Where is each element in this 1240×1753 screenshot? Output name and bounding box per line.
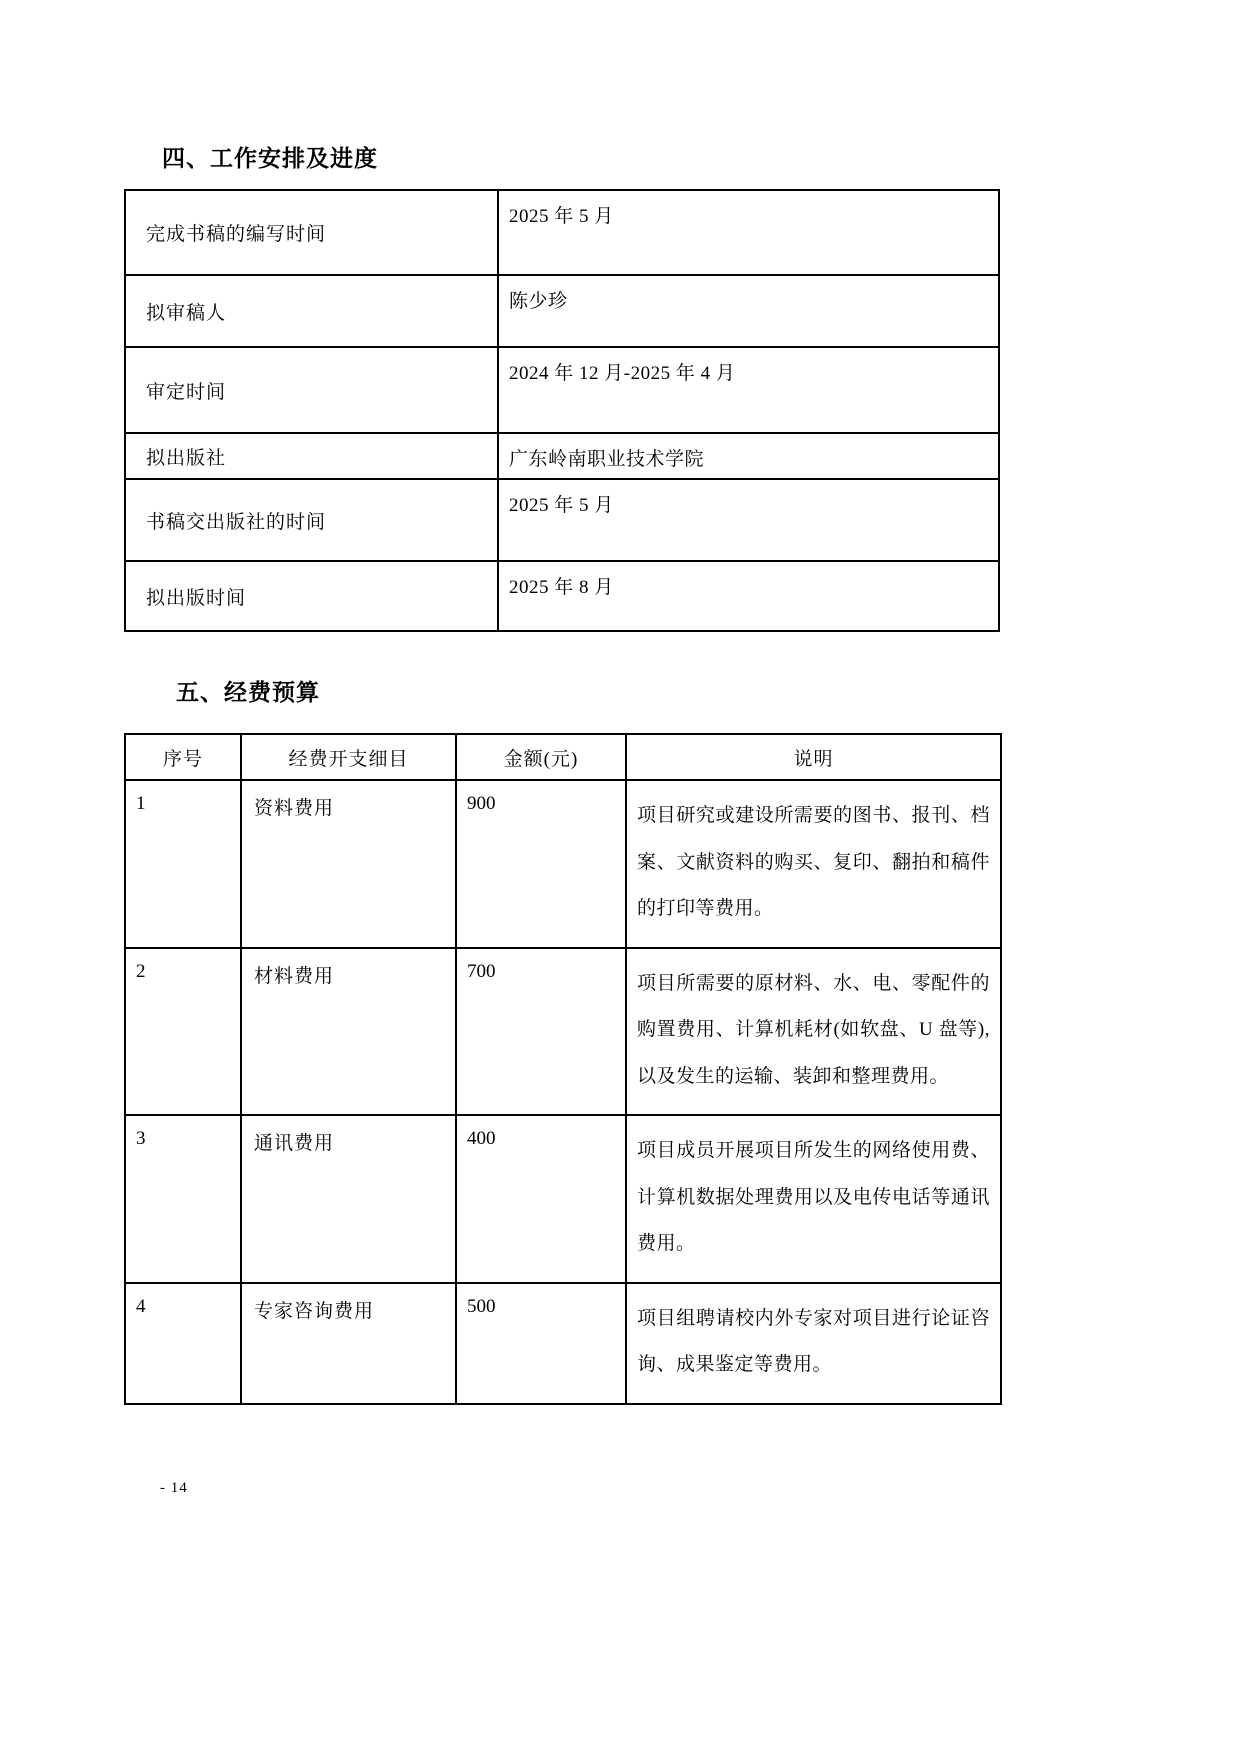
- budget-amount: 500: [456, 1283, 626, 1404]
- budget-no: 2: [125, 948, 241, 1116]
- schedule-label: 审定时间: [125, 347, 498, 433]
- table-row: [125, 479, 999, 561]
- table-row: [125, 1115, 1001, 1283]
- budget-item: 材料费用: [241, 948, 456, 1116]
- column-header-item: 经费开支细目: [241, 734, 456, 780]
- column-header-amount: 金额(元): [456, 734, 626, 780]
- section-heading-budget: 五、经费预算: [176, 679, 320, 705]
- schedule-value: 2024 年 12 月-2025 年 4 月: [498, 347, 999, 433]
- schedule-label: 拟审稿人: [125, 275, 498, 347]
- budget-no: 3: [125, 1115, 241, 1283]
- table-row: [125, 275, 999, 347]
- budget-desc: 项目成员开展项目所发生的网络使用费、计算机数据处理费用以及电传电话等通讯费用。: [626, 1115, 1001, 1283]
- budget-amount: 400: [456, 1115, 626, 1283]
- budget-amount: 700: [456, 948, 626, 1116]
- schedule-value: 广东岭南职业技术学院: [498, 433, 999, 479]
- schedule-value: 2025 年 8 月: [498, 561, 999, 631]
- table-header-row: [125, 734, 1001, 780]
- schedule-label: 拟出版社: [125, 433, 498, 479]
- schedule-table: [124, 189, 1000, 632]
- budget-no: 1: [125, 780, 241, 948]
- schedule-value: 陈少珍: [498, 275, 999, 347]
- schedule-label: 完成书稿的编写时间: [125, 190, 498, 275]
- budget-desc: 项目组聘请校内外专家对项目进行论证咨询、成果鉴定等费用。: [626, 1283, 1001, 1404]
- schedule-label: 书稿交出版社的时间: [125, 479, 498, 561]
- table-row: [125, 561, 999, 631]
- schedule-value: 2025 年 5 月: [498, 479, 999, 561]
- table-row: [125, 780, 1001, 948]
- budget-item: 通讯费用: [241, 1115, 456, 1283]
- page-number: - 14: [160, 1480, 188, 1496]
- schedule-value: 2025 年 5 月: [498, 190, 999, 275]
- section-heading-schedule: 四、工作安排及进度: [162, 145, 378, 171]
- schedule-label: 拟出版时间: [125, 561, 498, 631]
- budget-no: 4: [125, 1283, 241, 1404]
- budget-desc: 项目研究或建设所需要的图书、报刊、档案、文献资料的购买、复印、翻拍和稿件的打印等费用。: [626, 780, 1001, 948]
- table-row: [125, 347, 999, 433]
- budget-table: [124, 733, 1002, 1405]
- table-row: [125, 433, 999, 479]
- budget-desc: 项目所需要的原材料、水、电、零配件的购置费用、计算机耗材(如软盘、U 盘等),以及发生的运输、装卸和整理费用。: [626, 948, 1001, 1116]
- column-header-no: 序号: [125, 734, 241, 780]
- table-row: [125, 948, 1001, 1116]
- budget-item: 专家咨询费用: [241, 1283, 456, 1404]
- column-header-desc: 说明: [626, 734, 1001, 780]
- budget-amount: 900: [456, 780, 626, 948]
- budget-item: 资料费用: [241, 780, 456, 948]
- table-row: [125, 1283, 1001, 1404]
- table-row: [125, 190, 999, 275]
